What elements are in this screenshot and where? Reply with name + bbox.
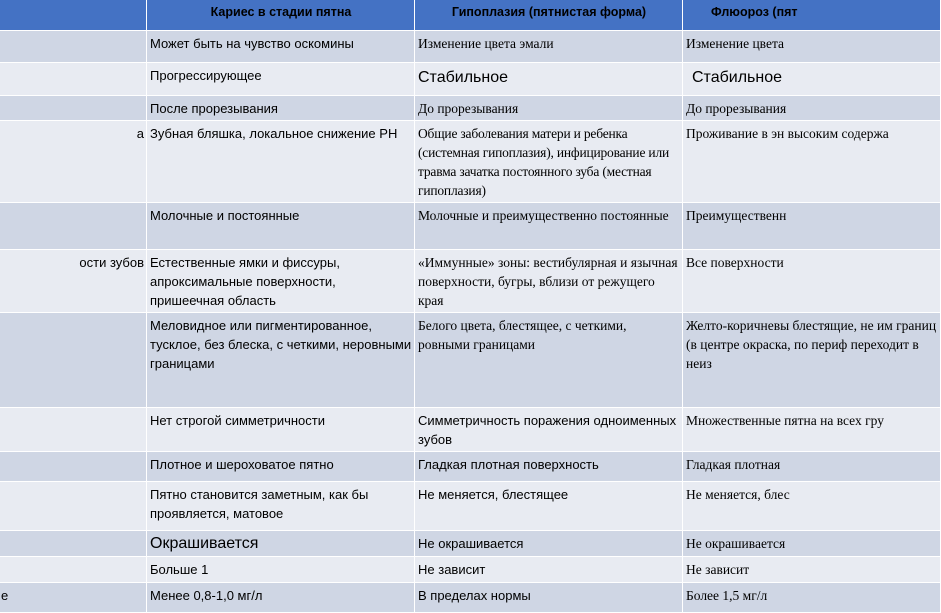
table-row: [0, 557, 941, 583]
table-cell: Преимущественн: [683, 203, 941, 250]
table-cell: Изменение цвета: [683, 31, 941, 63]
table-cell: [0, 482, 147, 531]
table-cell: Плотное и шероховатое пятно: [147, 452, 415, 482]
table-cell: Стабильное: [683, 63, 941, 96]
table-cell: Не зависит: [683, 557, 941, 583]
table-cell: Симметричность поражения одноименных зубов: [415, 408, 683, 452]
table-cell: [0, 203, 147, 250]
table-cell: Окрашивается: [147, 531, 415, 557]
table-cell: Пятно становится заметным, как бы проявляется, матовое: [147, 482, 415, 531]
table-cell: Не меняется, блес: [683, 482, 941, 531]
table-cell: Молочные и постоянные: [147, 203, 415, 250]
table-cell: Более 1,5 мг/л: [683, 583, 941, 613]
header-cell-fluorosis: Флюороз (пят: [683, 0, 941, 31]
table-cell: Нет строгой симметричности: [147, 408, 415, 452]
table-cell: [0, 63, 147, 96]
table-cell: Может быть на чувство оскомины: [147, 31, 415, 63]
table-cell: [0, 531, 147, 557]
table-cell: Множественные пятна на всех гру: [683, 408, 941, 452]
table-cell: ости зубов: [0, 250, 147, 313]
table-row: [0, 31, 941, 63]
table-cell: Прогрессирующее: [147, 63, 415, 96]
table-cell: Изменение цвета эмали: [415, 31, 683, 63]
table-cell: [0, 452, 147, 482]
table-cell: [0, 408, 147, 452]
table-cell: «Иммунные» зоны: вестибулярная и язычная поверхности, бугры, вблизи от режущего края: [415, 250, 683, 313]
table-cell: Больше 1: [147, 557, 415, 583]
table-cell: е: [0, 583, 147, 613]
table-row: [0, 408, 941, 452]
table-row: [0, 203, 941, 250]
table-cell: До прорезывания: [683, 96, 941, 121]
table-cell: Не окрашивается: [683, 531, 941, 557]
table-cell: Проживание в эн высоким содержа: [683, 121, 941, 203]
table-cell: Меловидное или пигментированное, тусклое, без блеска, с четкими, неровными границами: [147, 313, 415, 408]
table-cell: [0, 313, 147, 408]
table-row: [0, 482, 941, 531]
table-cell: Все поверхности: [683, 250, 941, 313]
table-cell: До прорезывания: [415, 96, 683, 121]
table-row: [0, 583, 941, 613]
table-cell: Молочные и преимущественно постоянные: [415, 203, 683, 250]
table-cell: [0, 96, 147, 121]
table-cell: Общие заболевания матери и ребенка (системная гипоплазия), инфицирование или травма зачатка постоянного зуба (местная гипоплазия): [415, 121, 683, 203]
table-cell: Не меняется, блестящее: [415, 482, 683, 531]
table-row: [0, 121, 941, 203]
table-cell: Менее 0,8-1,0 мг/л: [147, 583, 415, 613]
table-cell: В пределах нормы: [415, 583, 683, 613]
table-cell: Не окрашивается: [415, 531, 683, 557]
table-header-row: [0, 0, 941, 31]
table-cell: Зубная бляшка, локальное снижение РН: [147, 121, 415, 203]
table-cell: [0, 31, 147, 63]
table-cell: [0, 557, 147, 583]
table-cell: а: [0, 121, 147, 203]
table-cell: После прорезывания: [147, 96, 415, 121]
table-cell: Естественные ямки и фиссуры, апроксимальные поверхности, пришеечная область: [147, 250, 415, 313]
table-row: [0, 452, 941, 482]
table-cell: Белого цвета, блестящее, с четкими, ровными границами: [415, 313, 683, 408]
table-cell: Стабильное: [415, 63, 683, 96]
header-cell-caries: Кариес в стадии пятна: [147, 0, 415, 31]
header-cell-criterion: [0, 0, 147, 31]
table-row: [0, 250, 941, 313]
table-cell: Желто-коричневы блестящие, не им границ (в центре окраска, по периф переходит в неиз: [683, 313, 941, 408]
table-row: [0, 531, 941, 557]
table-cell: Гладкая плотная поверхность: [415, 452, 683, 482]
table-row: [0, 313, 941, 408]
table-row: [0, 96, 941, 121]
header-cell-hypoplasia: Гипоплазия (пятнистая форма): [415, 0, 683, 31]
table-row: [0, 63, 941, 96]
table-cell: Гладкая плотная: [683, 452, 941, 482]
table-cell: Не зависит: [415, 557, 683, 583]
